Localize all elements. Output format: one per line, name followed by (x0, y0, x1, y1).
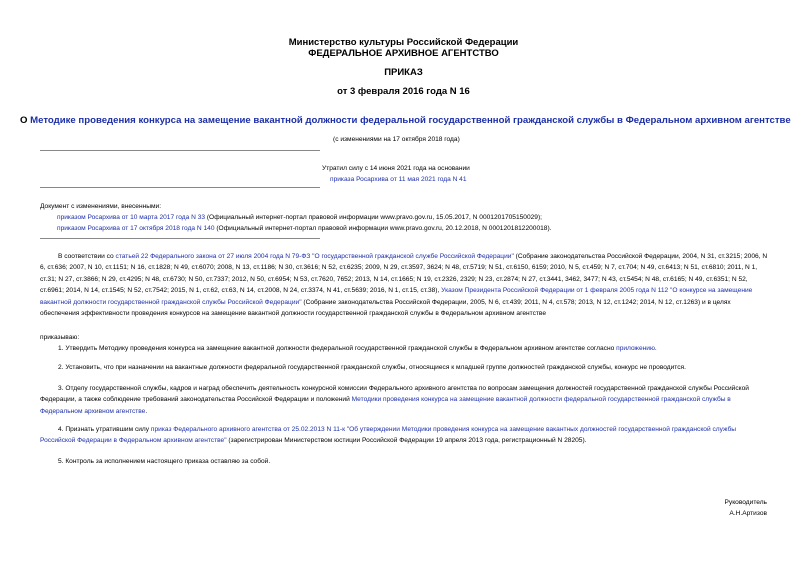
item-2-text: 2. Установить, что при назначении на вакантные должности федеральной государственной гражданской службы, относящиеся к младшей группе должностей гражданской службы, конкурс не проводится. (58, 364, 686, 371)
agency-name: ФЕДЕРАЛЬНОЕ АРХИВНОЕ АГЕНТСТВО (308, 48, 499, 59)
preamble-text: (Собрание законодательства Российской Федерации, 2004, N 31, ст.3215; 2006, N 6, ст.636; 2007, N 10, ст.1151; N 16, ст.1828; N 49, ст.6070; 2008, N 13, ст.1186; N 30, ст.3616; N 52, ст.6235; 2009, N 29, ст.3597, 3624; N 48, ст.5719; N 51, ст.6150, 6159; 2010, N 5, ст.459; N 7, ст.704; N 49, ст.6413; N 51, ст.6810; 2011, N 1, ст.31; N 27, ст.3866; N 29, ст.4295; N 48, ст.6730; N 50, ст.7337; 2012, N 50, ст.6954; N 53, ст.7620, 7652; 2013, N 14, ст.1665; N 19, ст.2326, 2329; N 23, ст.2874; N 27, ст.3441, 3462, 3477; N 43, ст.5454; N 48, ст.6165; N 49, ст.6351; N 52, ст.6961; 2014, N 14, ст.1545; N 52, ст.7542; 2015, N 1, ст.62, ст.63, N 14, ст.2008, N 24, ст.3374, N 41, ст.5639; 2016, N 1, ст.15, ст.38), (40, 253, 768, 295)
federal-law-link[interactable]: статьей 22 Федерального закона от 27 июля 2004 года N 79-ФЗ "О государственной гражданской службе Российской Федерации" (115, 253, 514, 260)
divider (40, 238, 320, 239)
signature-name: А.Н.Артизов (729, 510, 767, 517)
changes-heading: Документ с изменениями, внесенными: (40, 203, 162, 210)
order-word: приказываю: (40, 334, 80, 341)
expired-link[interactable] (330, 174, 467, 185)
title-prefix: О (20, 115, 31, 126)
item-1 (40, 343, 768, 354)
preamble (40, 251, 768, 319)
president-decree-link[interactable]: Указом Президента Российской Федерации от 1 февраля 2005 года N 112 "О конкурсе на замещение вакантной должности государственной гражданской службы Российской Федерации" (40, 287, 753, 306)
preamble-text: (Собрание законодательства Российской Федерации, 2005, N 6, ст.439; 2011, N 4, ст.578; 2013, N 12, ст.1242; 2014, N 12, ст.1263) и в целях обеспечения эффективности проведения конкурсов на замещение вакантной должности государственной гражданской службы в Федеральном архивном агентстве (40, 298, 731, 318)
divider (40, 150, 320, 151)
changes-item (57, 212, 542, 223)
item-4-end: (зарегистрирован Министерством юстиции Российской Федерации 19 апреля 2013 года, регистрационный N 28205). (226, 437, 587, 445)
item-4 (40, 424, 768, 447)
expired-note: Утратил силу с 14 июня 2021 года на основании (322, 165, 470, 172)
amendment-note: (с изменениями на 17 октября 2018 года) (333, 136, 460, 143)
signature-role: Руководитель (724, 499, 767, 506)
divider (40, 187, 320, 188)
methodology-link[interactable]: Методики проведения конкурса на замещение вакантной должности федеральной государственной гражданской службы в Федеральном архивном агентстве (40, 396, 731, 415)
item-2 (40, 362, 768, 373)
preamble-text: В соответствии со (58, 253, 116, 260)
item-5 (40, 456, 768, 467)
changes-item1-link[interactable]: приказом Росархива от 10 марта 2017 года N 33 (57, 214, 206, 221)
item-1-end: . (654, 345, 657, 352)
changes-item2-link[interactable]: приказом Росархива от 17 октября 2018 года N 140 (57, 225, 215, 232)
title-link[interactable]: Методике проведения конкурса на замещение вакантной должности федеральной государственной гражданской службы в Федеральном архивном агентстве (30, 115, 791, 126)
document-title (20, 115, 791, 127)
document-date-number: от 3 февраля 2016 года N 16 (337, 86, 470, 97)
item-3-text: 3. Отделу государственной службы, кадров и наград обеспечить деятельность конкурсной комиссии Федерального архивного агентства по вопросам замещения должностей государственной гражданской службы Российской Федерации, а также соблюдение требований законодательства Российской Федерации и положений (40, 385, 749, 404)
repealed-order-link[interactable]: приказ Федерального архивного агентства от 25.02.2013 N 11-к "Об утверждении Методики проведения конкурса на замещение вакантных должностей государственной гражданской службы Российской Федерации в Федеральном архивном агентстве" (40, 426, 736, 445)
item-3 (40, 383, 768, 417)
expired-order-link[interactable]: приказа Росархива от 11 мая 2021 года N 41 (330, 176, 467, 183)
changes-item (57, 223, 551, 234)
item-3-end: . (145, 407, 148, 415)
ministry-name: Министерство культуры Российской Федерации (288, 37, 519, 48)
appendix-link[interactable]: приложению (616, 345, 655, 352)
item-1-text: 1. Утвердить Методику проведения конкурса на замещение вакантной должности федеральной государственной гражданской службы в Федеральном архивном агентстве согласно (58, 345, 617, 352)
item-4-text: 4. Признать утратившим силу (58, 426, 151, 433)
item-5-text: 5. Контроль за исполнением настоящего приказа оставляю за собой. (58, 458, 271, 465)
document-type: ПРИКАЗ (384, 67, 423, 78)
changes-item2-text: (Официальный интернет-портал правовой информации www.pravo.gov.ru, 20.12.2018, N 0001201812200018). (214, 225, 552, 232)
changes-item1-text: (Официальный интернет-портал правовой информации www.pravo.gov.ru, 15.05.2017, N 0001201705150029); (205, 214, 542, 221)
